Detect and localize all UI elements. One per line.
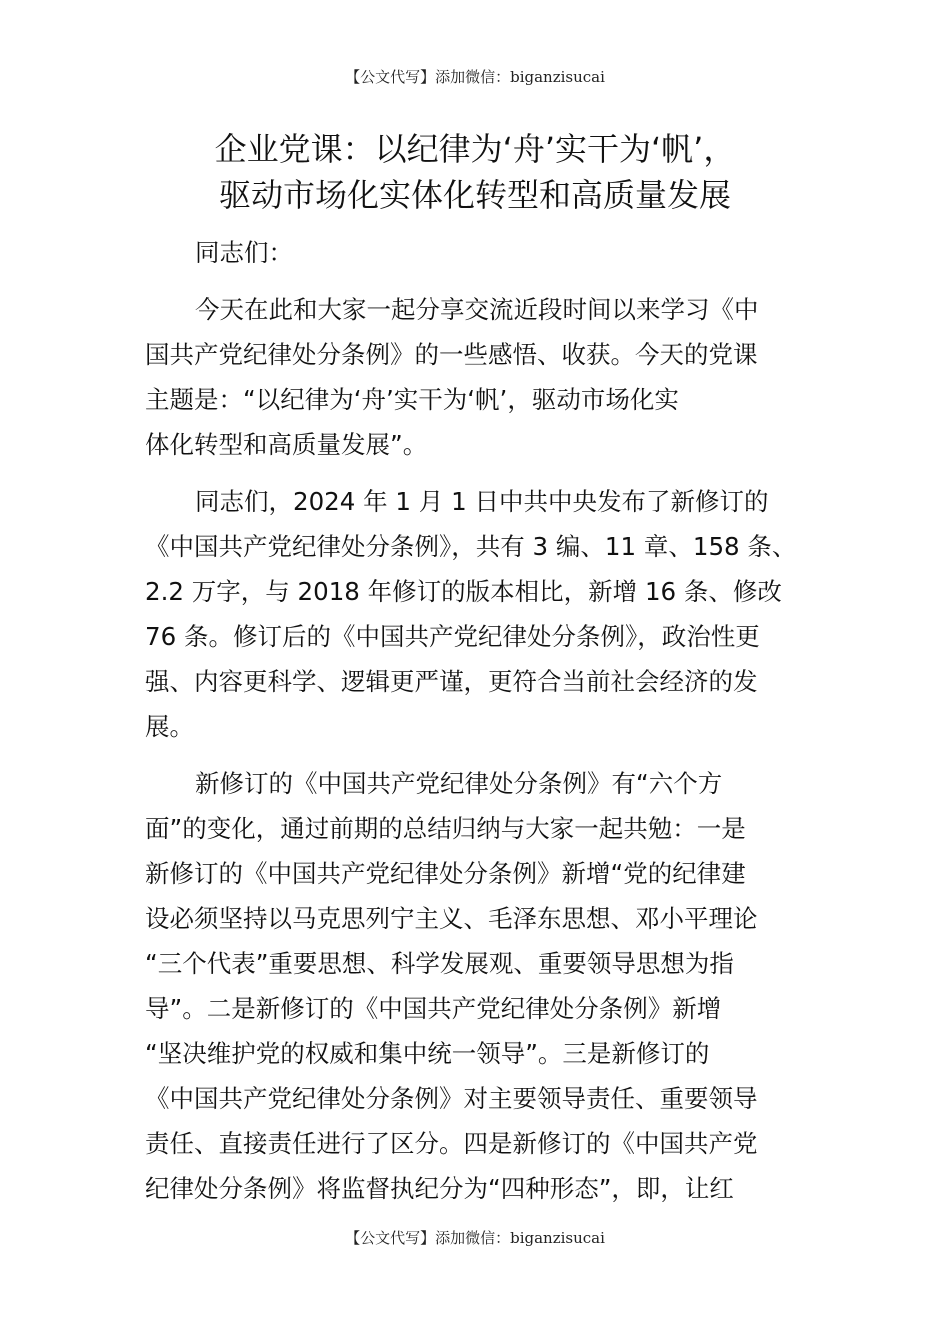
paragraph-2 [145,479,810,749]
paragraph-line: 责任、直接责任进行了区分。四是新修订的《中国共产党 [145,1129,758,1158]
paragraph-line: “三个代表”重要思想、科学发展观、重要领导思想为指 [145,949,734,978]
paragraph-3 [145,761,810,1211]
paragraph-line: 导”。二是新修订的《中国共产党纪律处分条例》新增 [145,994,722,1023]
paragraph-line: 《中国共产党纪律处分条例》对主要领导责任、重要领导 [145,1084,758,1113]
paragraph-line: 主题是：“以纪律为‘舟’实干为‘帆’，驱动市场化实 [145,385,679,414]
paragraph-line: 新修订的《中国共产党纪律处分条例》有“六个方 [195,769,723,798]
paragraph-line: 同志们，2024 年 1 月 1 日中共中央发布了新修订的 [195,487,769,516]
paragraph-1 [145,287,810,467]
paragraph-line: 《中国共产党纪律处分条例》，共有 3 编、11 章、158 条、 [145,532,797,561]
title-line-2: 驱动市场化实体化转型和高质量发展 [218,176,731,214]
paragraph-line: “坚决维护党的权威和集中统一领导”。三是新修订的 [145,1039,710,1068]
page-footer-note: 【公文代写】添加微信：biganzisucai [345,1229,605,1247]
paragraph-line: 纪律处分条例》将监督执纪分为“四种形态”，即，让红 [145,1174,734,1203]
page-header-note: 【公文代写】添加微信：biganzisucai [345,68,605,86]
paragraph-line: 今天在此和大家一起分享交流近段时间以来学习《中 [195,295,759,324]
title-line-1: 企业党课：以纪律为‘舟’实干为‘帆’， [214,130,736,168]
paragraph-line: 国共产党纪律处分条例》的一些感悟、收获。今天的党课 [145,340,758,369]
paragraph-line: 展。 [145,712,194,741]
greeting: 同志们： [195,238,293,267]
paragraph-line: 面”的变化，通过前期的总结归纳与大家一起共勉：一是 [145,814,746,843]
document-title [0,126,950,218]
paragraph-line: 强、内容更科学、逻辑更严谨，更符合当前社会经济的发 [145,667,758,696]
paragraph-line: 体化转型和高质量发展”。 [145,430,428,459]
document-body [145,230,810,1211]
paragraph-line: 2.2 万字，与 2018 年修订的版本相比，新增 16 条、修改 [145,577,782,606]
paragraph-line: 设必须坚持以马克思列宁主义、毛泽东思想、邓小平理论 [145,904,758,933]
paragraph-line: 76 条。修订后的《中国共产党纪律处分条例》，政治性更 [145,622,760,651]
paragraph-line: 新修订的《中国共产党纪律处分条例》新增“党的纪律建 [145,859,746,888]
